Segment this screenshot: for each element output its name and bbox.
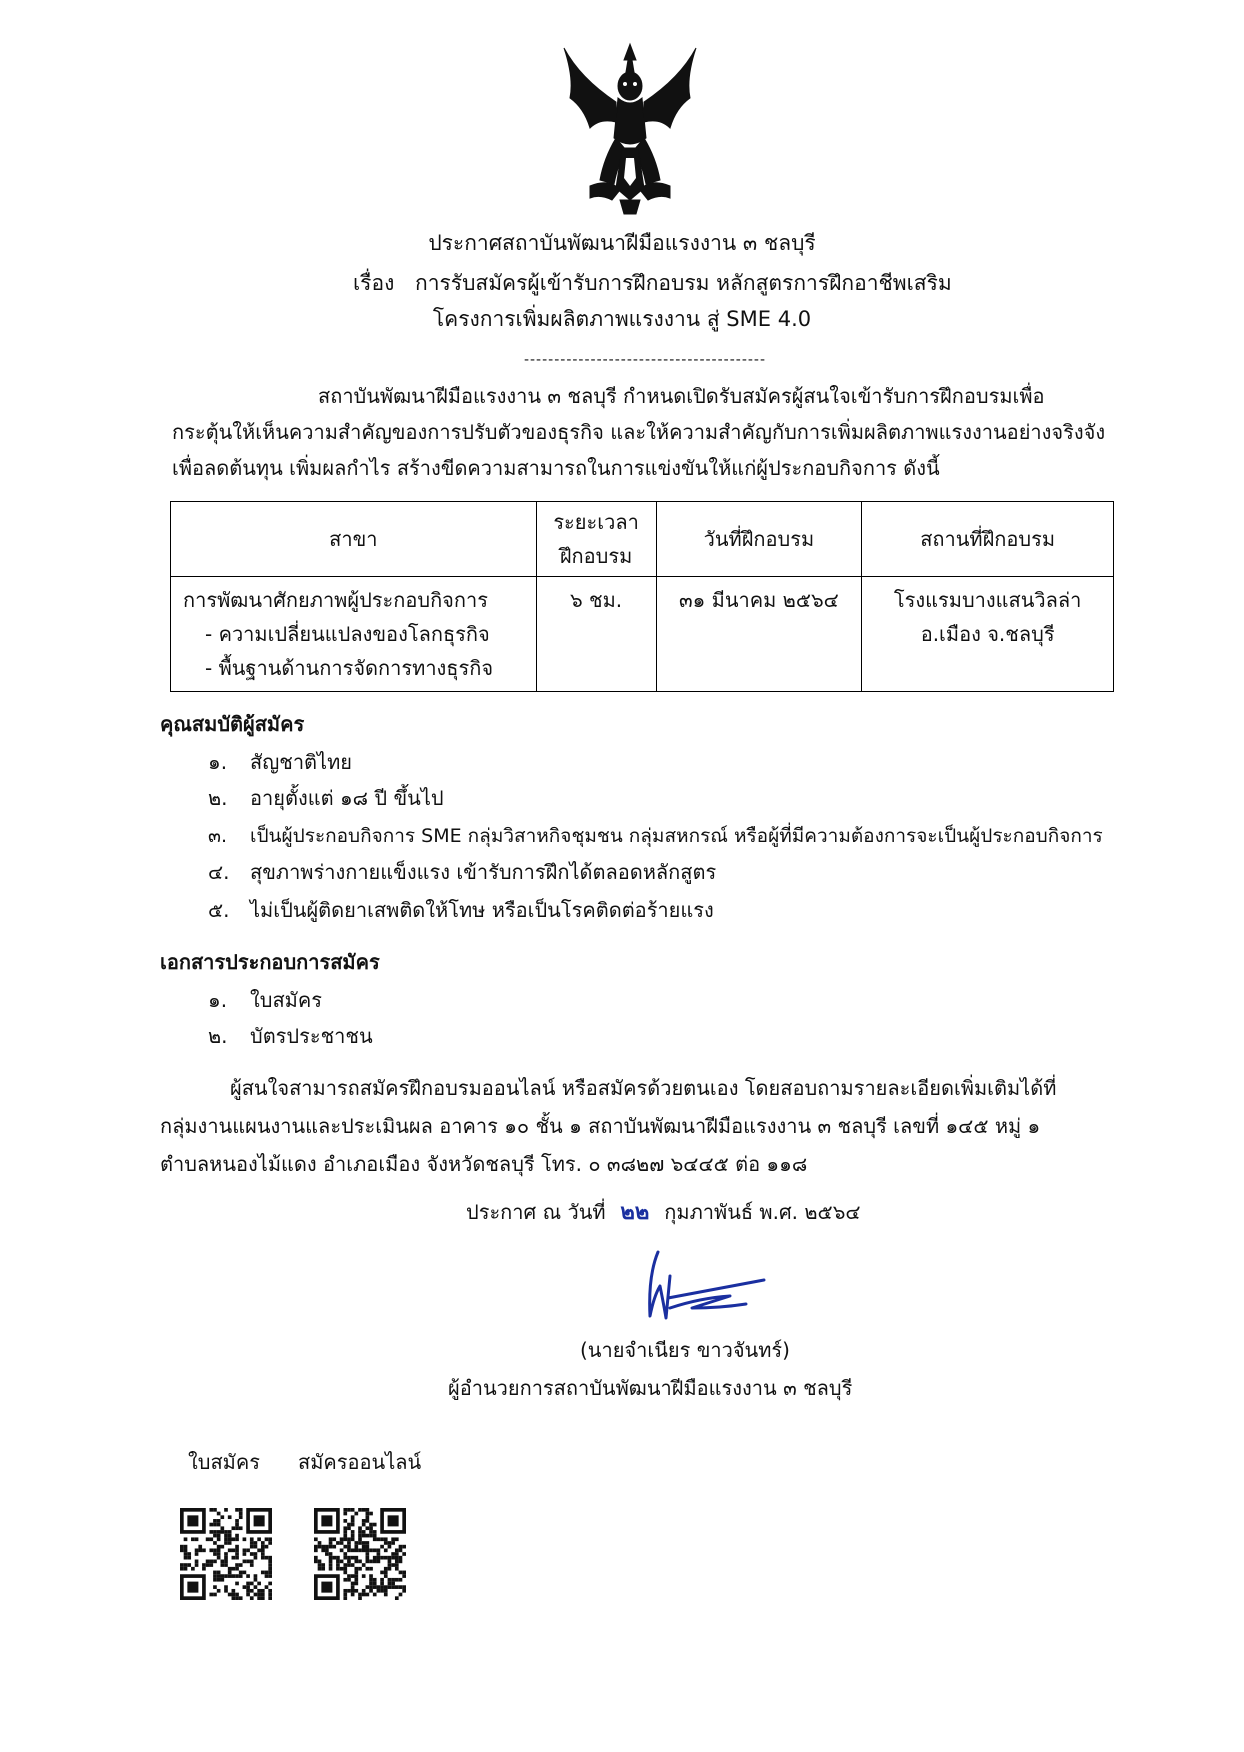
list-text: ไม่เป็นผู้ติดยาเสพติดให้โทษ หรือเป็นโรคติดต่อร้ายแรง xyxy=(250,898,714,922)
contact-line-2: กลุ่มงานแผนงานและประเมินผล อาคาร ๑๐ ชั้น ๑ สถาบันพัฒนาฝีมือแรงงาน ๓ ชลบุรี เลขที่ ๑๔๕ หมู่ ๑ xyxy=(160,1114,1041,1138)
training-table xyxy=(170,501,1114,692)
header-place: สถานที่ฝึกอบรม xyxy=(862,502,1114,577)
place-line-2: อ.เมือง จ.ชลบุรี xyxy=(920,622,1055,646)
documents-title: เอกสารประกอบการสมัคร xyxy=(160,950,380,974)
list-number: ๓. xyxy=(208,825,228,847)
cell-place xyxy=(862,577,1114,692)
qualifications-title: คุณสมบัติผู้สมัคร xyxy=(160,712,305,736)
list-item xyxy=(208,786,444,810)
table-row xyxy=(171,577,1114,692)
online-registration-qr-code[interactable] xyxy=(314,1508,406,1600)
branch-sub-1: - ความเปลี่ยนแปลงของโลกธุรกิจ xyxy=(205,622,490,646)
qr-label-online: สมัครออนไลน์ xyxy=(298,1450,422,1474)
signature xyxy=(630,1246,770,1326)
list-text: สัญชาติไทย xyxy=(250,750,353,774)
cell-date: ๓๑ มีนาคม ๒๕๖๔ xyxy=(656,577,862,692)
garuda-emblem xyxy=(560,38,700,218)
header-date: วันที่ฝึกอบรม xyxy=(656,502,862,577)
intro-line-1: สถาบันพัฒนาฝีมือแรงงาน ๓ ชลบุรี กำหนดเปิดรับสมัครผู้สนใจเข้ารับการฝึกอบรมเพื่อ xyxy=(318,384,1045,408)
list-item xyxy=(208,988,322,1012)
subject-text: การรับสมัครผู้เข้ารับการฝึกอบรม หลักสูตรการฝึกอาชีพเสริม xyxy=(415,271,952,295)
table-header-row xyxy=(171,502,1114,577)
cell-duration: ๖ ชม. xyxy=(536,577,656,692)
list-text: อายุตั้งแต่ ๑๘ ปี ขึ้นไป xyxy=(250,786,444,810)
intro-line-2: กระตุ้นให้เห็นความสำคัญของการปรับตัวของธุรกิจ และให้ความสำคัญกับการเพิ่มผลิตภาพแรงงานอย่างจริงจัง xyxy=(172,420,1106,444)
list-number: ๑. xyxy=(208,750,228,774)
list-number: ๕. xyxy=(208,898,230,922)
contact-line-3: ตำบลหนองไม้แดง อำเภอเมือง จังหวัดชลบุรี โทร. ๐ ๓๘๒๗ ๖๔๔๕ ต่อ ๑๑๘ xyxy=(160,1152,808,1176)
header-duration-line2: ฝึกอบรม xyxy=(559,544,633,568)
signer-position: ผู้อำนวยการสถาบันพัฒนาฝีมือแรงงาน ๓ ชลบุรี xyxy=(448,1376,853,1400)
intro-line-3: เพื่อลดต้นทุน เพิ่มผลกำไร สร้างขีดความสามารถในการแข่งขันให้แก่ผู้ประกอบกิจการ ดังนี้ xyxy=(172,456,940,480)
signer-name: (นายจำเนียร ขาวจันทร์) xyxy=(580,1338,790,1362)
header-divider: ---------------------------------------- xyxy=(523,352,767,368)
list-item xyxy=(208,898,714,922)
announce-prefix: ประกาศ ณ วันที่ xyxy=(466,1200,606,1224)
announce-date xyxy=(466,1200,861,1225)
list-item xyxy=(208,860,716,884)
contact-line-1: ผู้สนใจสามารถสมัครฝึกอบรมออนไลน์ หรือสมัครด้วยตนเอง โดยสอบถามรายละเอียดเพิ่มเติมได้ที่ xyxy=(230,1076,1057,1100)
header-duration-line1: ระยะเวลา xyxy=(553,510,639,534)
branch-title: การพัฒนาศักยภาพผู้ประกอบกิจการ xyxy=(183,588,488,612)
application-form-qr-code[interactable] xyxy=(180,1508,272,1600)
list-item xyxy=(208,824,1103,848)
list-text: เป็นผู้ประกอบกิจการ SME กลุ่มวิสาหกิจชุมชน กลุ่มสหกรณ์ หรือผู้ที่มีความต้องการจะเป็นผู้ประกอบกิจการ xyxy=(250,825,1103,847)
header-duration xyxy=(536,502,656,577)
announce-suffix: กุมภาพันธ์ พ.ศ. ๒๕๖๔ xyxy=(664,1200,861,1224)
list-text: บัตรประชาชน xyxy=(250,1024,373,1048)
list-number: ๒. xyxy=(208,1024,228,1048)
cell-branch xyxy=(171,577,537,692)
list-item xyxy=(208,750,352,774)
list-text: สุขภาพร่างกายแข็งแรง เข้ารับการฝึกได้ตลอดหลักสูตร xyxy=(250,860,717,884)
list-item xyxy=(208,1024,373,1048)
announce-day: ๒๒ xyxy=(620,1200,650,1225)
place-line-1: โรงแรมบางแสนวิลล่า xyxy=(893,588,1082,612)
list-number: ๔. xyxy=(208,860,230,884)
branch-sub-2: - พื้นฐานด้านการจัดการทางธุรกิจ xyxy=(205,656,494,680)
header-branch: สาขา xyxy=(171,502,537,577)
announcement-title: ประกาศสถาบันพัฒนาฝีมือแรงงาน ๓ ชลบุรี xyxy=(428,231,816,255)
subject-label: เรื่อง xyxy=(353,271,395,295)
project-title: โครงการเพิ่มผลิตภาพแรงงาน สู่ SME 4.0 xyxy=(432,307,812,331)
list-number: ๑. xyxy=(208,988,228,1012)
qr-label-form: ใบสมัคร xyxy=(188,1450,260,1474)
list-text: ใบสมัคร xyxy=(250,988,322,1012)
list-number: ๒. xyxy=(208,786,228,810)
